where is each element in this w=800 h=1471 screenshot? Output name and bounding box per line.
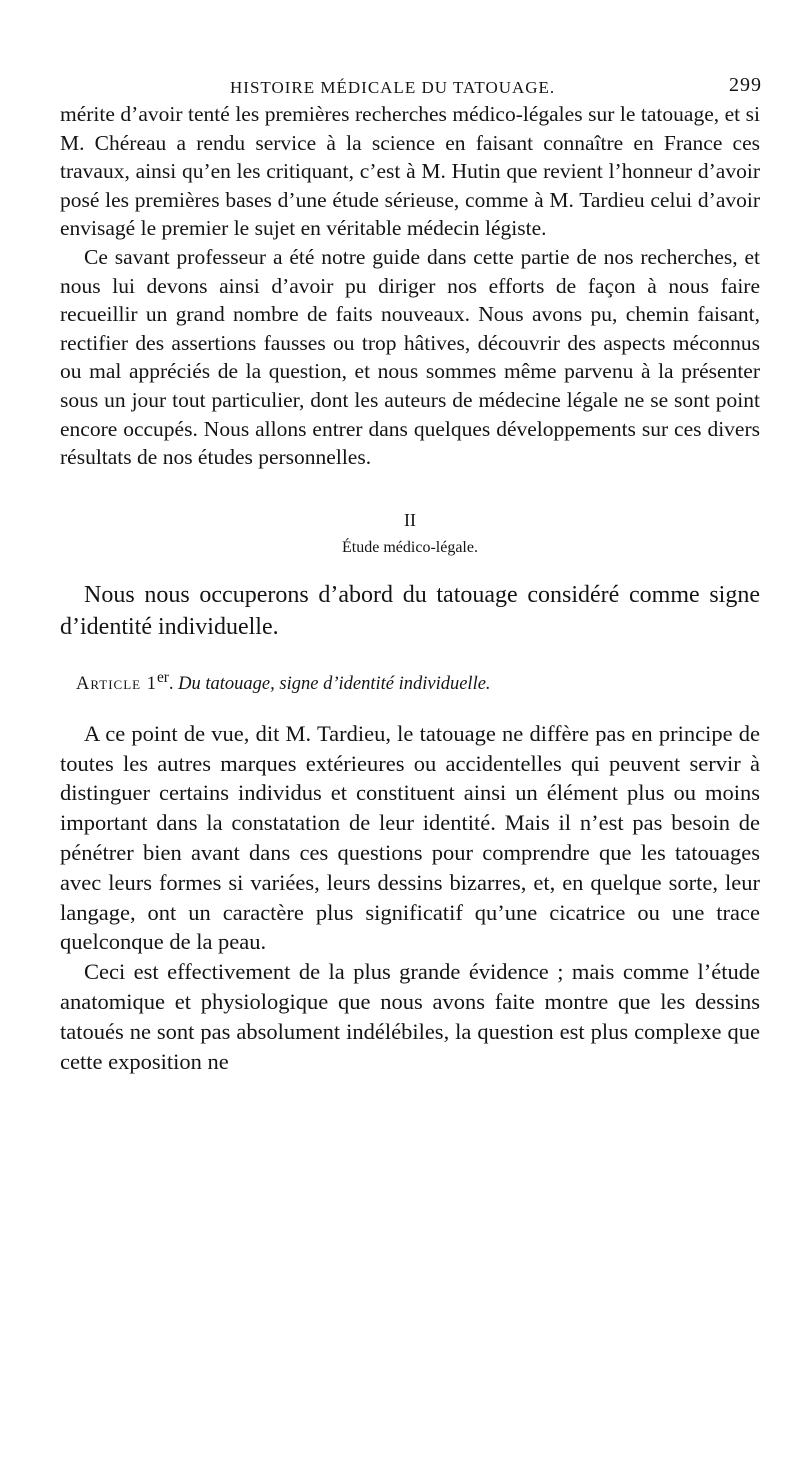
article-label: Article 1 — [76, 673, 157, 694]
section-title: Étude médico-légale. — [342, 538, 478, 556]
article-heading: Article 1er. Du tatouage, signe d’identité individuelle. — [76, 668, 491, 694]
page-number: 299 — [729, 74, 762, 96]
paragraph-evidence: Ceci est effectivement de la plus grande évidence ; mais comme l’étude anatomique et physiologique que nous avons faite montre que les dessins tatoués ne sont pas absolument indélébiles, la question est plus complexe que cette exposition ne — [60, 959, 760, 1074]
section-number: II — [404, 509, 416, 530]
paragraph-tardieu: A ce point de vue, dit M. Tardieu, le tatouage ne diffère pas en principe de toutes les autres marques extérieures ou accidentelles qui peuvent servir à distinguer certains individus et constituent ainsi un élément plus ou moins important dans la constatation de leur identité. Mais il n’est pas besoin de pénétrer bien avant dans ces questions pour comprendre que les tatouages avec leurs formes si variées, leurs dessins bizarres, et, en quelque sorte, leur langage, ont un caractère plus significatif qu’une cicatrice ou une trace quelconque de la peau. — [60, 720, 760, 955]
running-head — [60, 70, 760, 100]
paragraph-guide: Ce savant professeur a été notre guide dans cette partie de nos recherches, et nous lui devons ainsi d’avoir pu diriger nos efforts de façon à nous faire recueillir un grand nombre de faits nouveaux. Nous avons pu, chemin faisant, rectifier des assertions fausses ou trop hâtives, découvrir des aspects méconnus ou mal appréciés de la question, et nous sommes même parvenu à la présenter sous un jour tout particulier, dont les auteurs de médecine légale ne se sont point encore occupés. Nous allons entrer dans quelques développements sur ces divers résultats de nos études personnelles. — [60, 244, 760, 470]
page-content — [60, 70, 760, 1076]
paragraph-continuation: mérite d’avoir tenté les premières recherches médico-légales sur le tatouage, et si M. Chéreau a rendu service à la science en faisant connaître en France ces travaux, ainsi qu’en les critiquant, c’est à M. Hutin que revient l’honneur d’avoir posé les premières bases d’une étude sérieuse, comme à M. Tardieu celui d’avoir envisagé le premier le sujet en véritable médecin légiste. — [60, 102, 760, 241]
paragraph-intro: Nous nous occuperons d’abord du tatouage considéré comme signe d’identité individuelle. — [60, 581, 760, 640]
article-title: Du tatouage, signe d’identité individuelle. — [178, 673, 491, 694]
article-superscript: er — [156, 668, 169, 686]
running-title: HISTOIRE MÉDICALE DU TATOUAGE. — [230, 78, 556, 97]
